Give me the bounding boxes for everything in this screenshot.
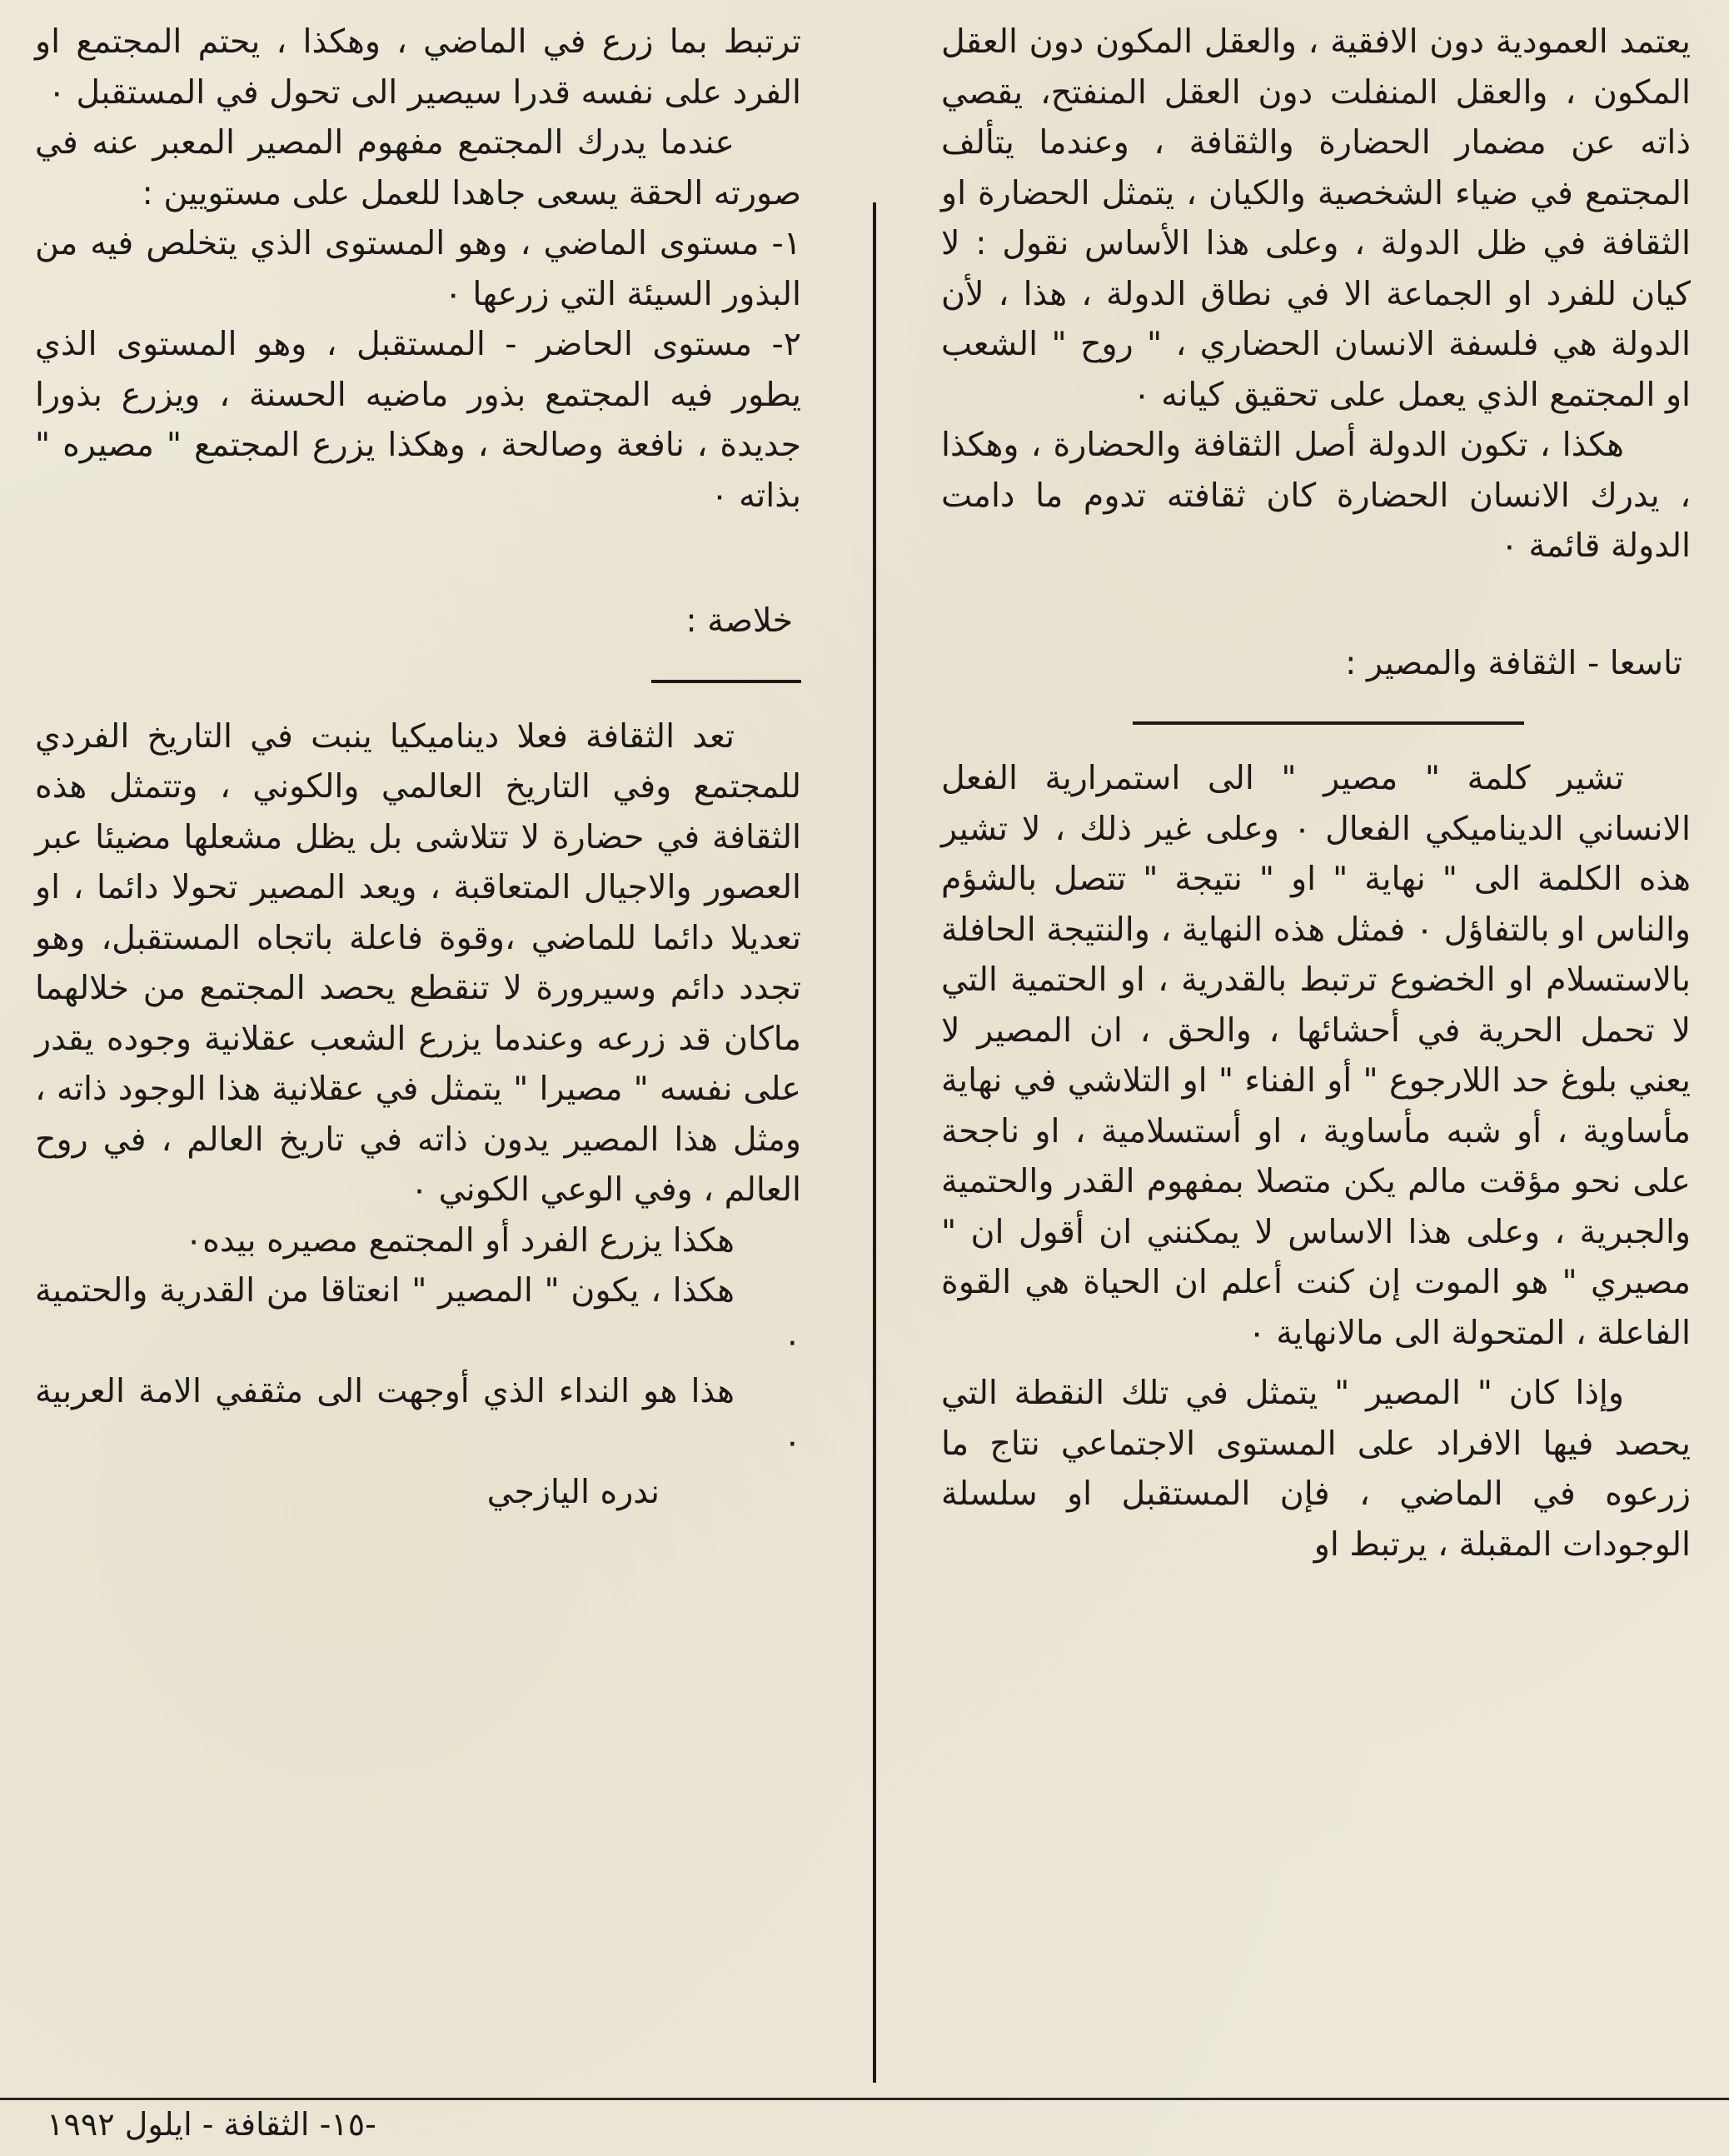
section-heading-conclusion: خلاصة :	[685, 601, 793, 640]
page-footer: -١٥- الثقافة - ايلول ١٩٩٢	[47, 2106, 376, 2143]
right-column	[941, 17, 1691, 1570]
paragraph: تشير كلمة " مصير " الى استمرارية الفعل الانساني الديناميكي الفعال ٠ وعلى غير ذلك ، لا تشير هذه الكلمة الى " نهاية " او " نتيجة " تتصل بالشؤم والناس او بالتفاؤل ٠ فمثل هذه النهاية ، والنتيجة الحافلة بالاستسلام او الخضوع ترتبط بالقدرية ، او الحتمية التي لا تحمل الحرية في أحشائها ، والحق ، ان المصير لا يعني بلوغ حد اللارجوع " أو الفناء " او التلاشي في نهاية مأساوية ، أو شبه مأساوية ، او أستسلامية ، او ناجحة على نحو مؤقت مالم يكن متصلا بمفهوم القدر والحتمية والجبرية ، وعلى هذا الاساس لا يمكنني ان أقول ان " مصيري " هو الموت إن كنت أعلم ان الحياة هي القوة الفاعلة ، المتحولة الى مالانهاية ٠	[941, 759, 1692, 1352]
spacer	[941, 1358, 1691, 1368]
paragraph: وإذا كان " المصير " يتمثل في تلك النقطة التي يحصد فيها الافراد على المستوى الاجتماعي نتاج ما زرعوه في الماضي ، فإن المستقبل او سلسلة الوجودات المقبلة ، يرتبط او	[941, 1374, 1691, 1564]
author-signature: ندره اليازجي	[486, 1473, 660, 1511]
paragraph: هكذا ، تكون الدولة أصل الثقافة والحضارة ، وهكذا ، يدرك الانسان الحضارة كان ثقافته تدوم ما دامت الدولة قائمة ٠	[941, 426, 1691, 565]
paragraph: يعتمد العمودية دون الافقية ، والعقل المكون دون العقل المكون ، والعقل المنفلت دون العقل المنفتح، يقصي ذاته عن مضمار الحضارة والثقافة ، وعندما يتألف المجتمع في ضياء الشخصية والكيان ، يتمثل الحضارة او الثقافة في ظل الدولة ، وعلى هذا الأساس نقول : لا كيان للفرد او الجماعة الا في نطاق الدولة ، هذا ، لأن الدولة هي فلسفة الانسان الحضاري ، " روح " الشعب او المجتمع الذي يعمل على تحقيق كيانه ٠	[941, 22, 1691, 414]
paragraph: هذا هو النداء الذي أوجهت الى مثقفي الامة العربية ٠	[35, 1372, 801, 1461]
list-item: ٢- مستوى الحاضر - المستقبل ، وهو المستوى الذي يطور فيه المجتمع بذور ماضيه الحسنة ، ويزرع بذورا جديدة ، نافعة وصالحة ، وهكذا يزرع المجتمع " مصيره " بذاته ٠	[35, 325, 801, 515]
list-item: ١- مستوى الماضي ، وهو المستوى الذي يتخلص فيه من البذور السيئة التي زرعها ٠	[35, 224, 801, 313]
paragraph: عندما يدرك المجتمع مفهوم المصير المعبر عنه في صورته الحقة يسعى جاهدا للعمل على مستويين :	[35, 123, 801, 212]
spacer	[941, 571, 1691, 638]
footer-rule	[0, 2098, 1729, 2100]
column-divider	[873, 202, 876, 2083]
paragraph: هكذا يزرع الفرد أو المجتمع مصيره بيده٠	[184, 1220, 735, 1260]
heading-underline	[651, 680, 801, 683]
heading-underline	[1133, 721, 1524, 725]
spacer	[35, 521, 801, 596]
paragraph: ترتبط بما زرع في الماضي ، وهكذا ، يحتم المجتمع او الفرد على نفسه قدرا سيصير الى تحول في المستقبل ٠	[35, 22, 801, 112]
paragraph: هكذا ، يكون " المصير " انعتاقا من القدرية والحتمية ٠	[35, 1271, 801, 1360]
left-column	[35, 17, 801, 1518]
paragraph: تعد الثقافة فعلا ديناميكيا ينبت في التاريخ الفردي للمجتمع وفي التاريخ العالمي والكوني ، وتتمثل هذه الثقافة في حضارة لا تتلاشى بل يظل مشعلها مضيئا عبر العصور والاجيال المتعاقبة ، ويعد المصير تحولا دائما ، او تعديلا دائما للماضي ،وقوة فاعلة باتجاه المستقبل، وهو تجدد دائم وسيرورة لا تنقطع يحصد المجتمع من خلالهما ماكان قد زرعه وعندما يزرع الشعب عقلانية وجوده يقدر على نفسه " مصيرا " يتمثل في عقلانية هذا الوجود ذاته ، ومثل هذا المصير يدون ذاته في تاريخ العالم ، في روح العالم ، وفي الوعي الكوني ٠	[35, 716, 801, 1209]
section-heading-culture-and-destiny: تاسعا - الثقافة والمصير :	[1345, 643, 1682, 682]
